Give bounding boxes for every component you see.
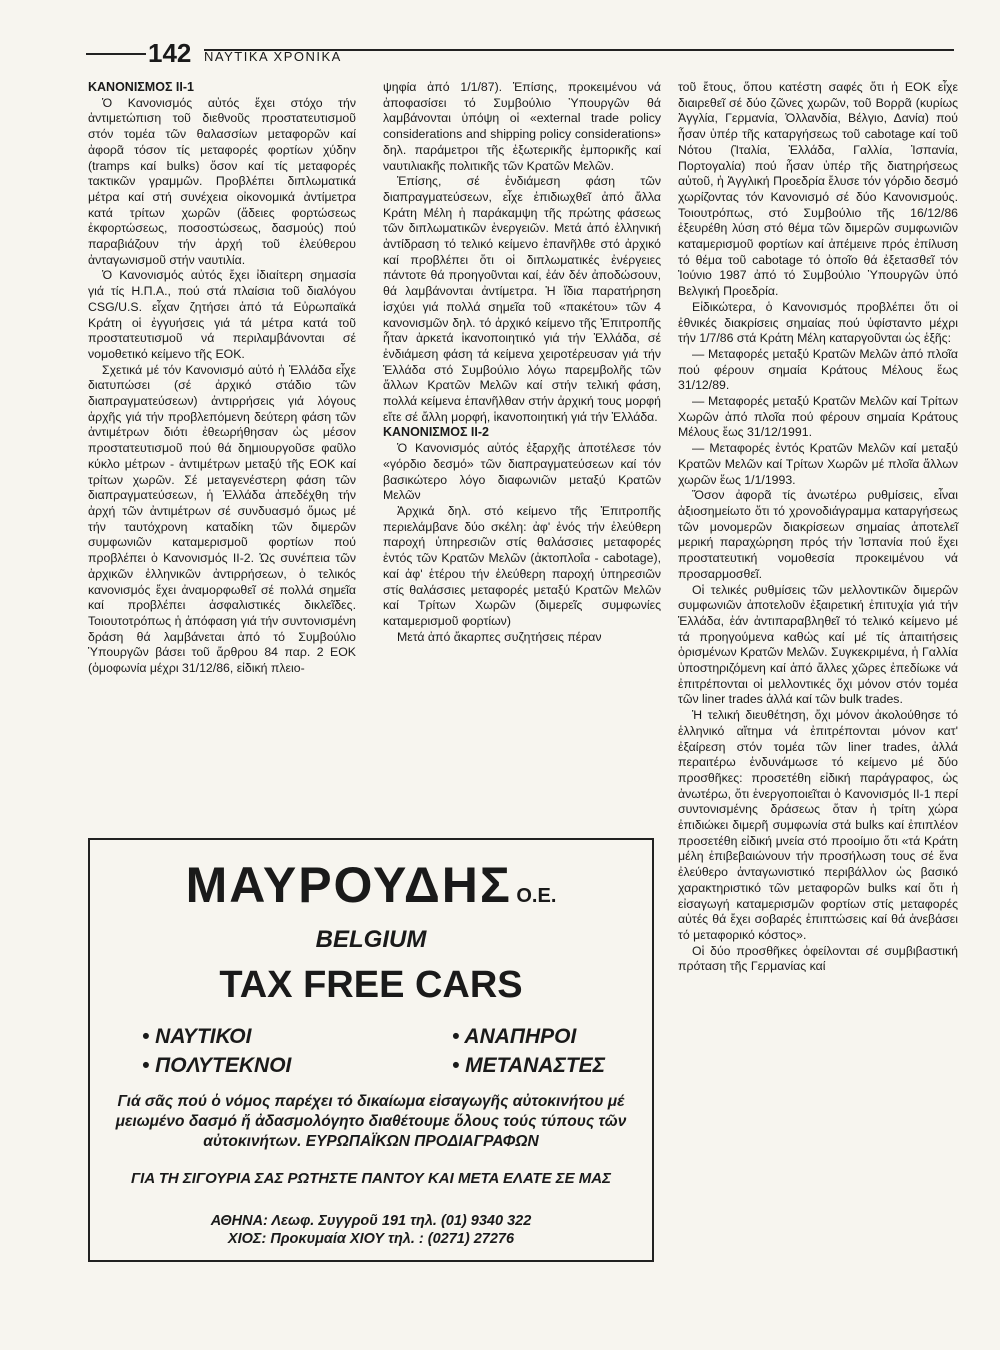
ad-audience-item: • ΠΟΛΥΤΕΚΝΟΙ xyxy=(142,1054,292,1077)
ad-audience-item: • ΜΕΤΑΝΑΣΤΕΣ xyxy=(452,1054,606,1077)
ad-audience-item: • ΑΝΑΠΗΡΟΙ xyxy=(452,1025,577,1048)
article-column-3 xyxy=(678,80,958,975)
ad-call-to-action: ΓΙΑ ΤΗ ΣΙΓΟΥΡΙΑ ΣΑΣ ΡΩΤΗΣΤΕ ΠΑΝΤΟΥ ΚΑΙ ΜΕΤΑ ΕΛΑΤΕ ΣΕ ΜΑΣ xyxy=(131,1170,611,1187)
page-number: 142 xyxy=(148,38,192,68)
page-header xyxy=(86,38,954,68)
paragraph: Εἰδικώτερα, ὁ Κανονισμός προβλέπει ὅτι οἱ ἐθνικές διακρίσεις σημαίας πού ὑφίσταντο μέχρι τήν 1/7/86 στά Κράτη Μέλη καταργοῦνται ὡς ἑξῆς: xyxy=(678,299,958,346)
paragraph: Ἐπίσης, σέ ἐνδιάμεση φάση τῶν διαπραγματεύσεων, εἶχε ἐπιδιωχθεῖ ἀπό ἄλλα Κράτη Μέλη ἡ παράκαμψη τῆς πρώτης φάσεως τῶν διπλωματικῶν ἐνεργειῶν. Μετά ἀπό ἑλληνική ἀντίδραση τό τελικό κείμενο ἐπανῆλθε στό ἀρχικό καί προβλέπει ὅτι οἱ διπλωματικές ἐνέργειες πάντοτε θά προηγοῦνται καί, ἐάν δέν ἀποδώσουν, θά λαμβάνονται ἀντίμετρα. Ἡ ἴδια παρατήρηση ἰσχύει γιά πολλά σημεῖα τοῦ «πακέτου» τῶν 4 κανονισμῶν δηλ. τό ἀρχικό κείμενο τῆς Ἐπιτροπῆς ἦταν ἀρκετά ἱκανοποιητικό γιά τήν Ἑλλάδα, σέ ἐνδιάμεση φάση τά κείμενα χειροτέρευσαν γιά τήν Ἑλλάδα στό Συμβούλιο λόγω παρεμβολῆς τῶν ἄλλων Κρατῶν Μελῶν καί στήν τελική φάση, πολλά κείμενα ἐπανῆλθαν στήν ἀρχική τους μορφή εἴτε σέ ἄλλη μορφή, ἱκανοποιητική γιά τήν Ἑλλάδα. xyxy=(383,174,661,424)
ad-audience-right xyxy=(452,1022,605,1080)
paragraph: Ἡ τελική διευθέτηση, ὄχι μόνον ἀκολούθησε τό ἑλληνικό αἴτημα νά ἐπιτρέπονται μόνον κατ' ἐξαίρεση στόν τομέα τῶν liner trades, ἀλλά περαιτέρω ἐνδυνάμωσε τό κείμενο μέ δύο προσθῆκες: προσετέθη εἰδική παράγραφος, ὡς ἀνωτέρω, ὅτι ἐνεργοποιεῖται ὁ Κανονισμός II-1 περί συντονισμένης δράσεως ὅταν ἡ τρίτη χώρα ἐπιδιώκει διμερῆ συμφωνία στά bulks καί ἐπιπλέον προσετέθη εἰδική μνεία στό προοίμιο ὅτι «τά Κράτη μέλη ἐπιβεβαιώνουν τήν προσήλωση τους σέ ἕνα ἐλεύθερο ἀνταγωνιστικό περιβάλλον ὡς βασικό χαρακτηριστικό τῶν μεταφορῶν bulks καί ὅτι ἡ εἰσαγωγή καταμερισμῶν φορτίων στίς μεταφορές αὐτές θά ἔχει σοβαρές ἐπιπτώσεις καί θά ἀνεβάσει τό μεταφορικό κόστος». xyxy=(678,708,958,942)
ad-brand xyxy=(90,856,652,914)
paragraph: Μετά ἀπό ἄκαρπες συζητήσεις πέραν xyxy=(397,629,602,644)
paragraph: ψηφία ἀπό 1/1/87). Ἐπίσης, προκειμένου νά ἀποφασίσει τό Συμβούλιο Ὑπουργῶν θά λαμβάνονται ὑπόψη οἱ «external trade policy considerations and shipping policy considerations» δηλ. παράμετροι τῆς ἐξωτερικῆς ἐμπορικῆς καί ναυτιλιακῆς πολιτικῆς τῶν Κρατῶν Μελῶν. xyxy=(383,80,661,173)
ad-audience-left xyxy=(142,1022,291,1080)
section-heading: ΚΑΝΟΝΙΣΜΟΣ II-1 xyxy=(88,80,194,94)
paragraph: Ἀρχικά δηλ. στό κείμενο τῆς Ἐπιτροπῆς περιελάμβανε δύο σκέλη: ἀφ' ἑνός τήν ἐλεύθερη παροχή ὑπηρεσιῶν στίς θαλάσσιες μεταφορές ἐντός τῶν Κρατῶν Μελῶν (ἀκτοπλοΐα - cabotage), καί ἀφ' ἑτέρου τήν ἐλεύθερη παροχή ὑπηρεσιῶν στίς θαλάσσιες μεταφορές μεταξύ Κρατῶν Μελῶν καί Τρίτων Χωρῶν (διμερεῖς συμφωνίες καταμερισμοῦ φορτίων) xyxy=(383,503,661,628)
paragraph: τοῦ ἔτους, ὅπου κατέστη σαφές ὅτι ἡ ΕΟΚ εἶχε διαιρεθεῖ σέ δύο ζῶνες χωρῶν, τοῦ Βορρᾶ (κυρίως Ἀγγλία, Γερμανία, Ὀλλανδία, Βέλγιο, Δανία) πού ἦσαν ὑπέρ τῆς καταργήσεως τοῦ cabotage καί τοῦ Νότου (Ἰταλία, Ἑλλάδα, Γαλλία, Ἰσπανία, Πορτογαλία) πού ἦσαν ὑπέρ τῆς διατηρήσεως αὐτοῦ, ἡ Ἀγγλική Προεδρία ἔλυσε τόν γόρδιο δεσμό χωρίζοντας τόν Κανονισμό σέ δύο Κανονισμούς. Τοιουτρόπως, στό Συμβούλιο τῆς 16/12/86 ἐξευρέθη λύση στό θέμα τῶν διμερῶν συμφωνιῶν καταμερισμοῦ φορτίων καί ἀπέμεινε πρός ἐπίλυση τό θέμα τοῦ cabotage τό ὁποῖο θά ἐξετασθεῖ τόν Ἰούνιο 1987 ἀπό τό Συμβούλιο Ὑπουργῶν ὑπό Βελγική Προεδρία. xyxy=(678,80,958,299)
paragraph: Σχετικά μέ τόν Κανονισμό αὐτό ἡ Ἑλλάδα εἶχε διατυπώσει (σέ ἀρχικό στάδιο τῶν διαπραγματεύσεων) ἀντιρρήσεις γιά λόγους ἀρχῆς γιά τήν προβλεπόμενη δεύτερη φάση τῶν ἀντιμέτρων διότι ἐθεωρήθησαν ὡς μέσον προστατευτισμοῦ πού θά δημιουργοῦσε φαῦλο κύκλο μέτρων - ἀντιμέτρων μεταξύ τῆς ΕΟΚ καί τρίτων χωρῶν. Σέ μεταγενέστερη φάση τῶν διαπραγματεύσεων, ἡ Ἑλλάδα ἀπεδέχθη τήν ἀρχή τῶν ἀντιμέτρων σέ συνδυασμό ὅμως μέ τήν ταυτόχρονη καταδίκη τῶν διμερῶν συμφωνιῶν καταμερισμοῦ φορτίων πού προβλέπει ὁ Κανονισμός II-2. Ὡς συνέπεια τῶν ἀρχικῶν ἑλληνικῶν ἀντιρρήσεων, ὁ τελικός κανονισμός ἔχει ἀναμορφωθεῖ σέ πολλά σημεῖα καί προβλέπει ἀσφαλιστικές δικλεῖδες. Τοιουτοτρόπως ἡ ἀπόφαση γιά τήν συντονισμένη δράση θά λαμβάνεται ἀπό τό Συμβούλιο Ὑπουργῶν βάσει τοῦ ἄρθρου 84 παρ. 2 ΕΟΚ (ὁμοφωνία μέχρι 31/12/86, εἰδική πλειο- xyxy=(88,362,356,676)
ad-brand-suffix: Ο.Ε. xyxy=(516,885,557,907)
list-item: — Μεταφορές μεταξύ Κρατῶν Μελῶν καί Τρίτων Χωρῶν ἀπό πλοῖα πού φέρουν σημαία Κράτους Μέλους ἕως 31/12/1991. xyxy=(678,394,958,440)
ad-brand-name: ΜΑΥΡΟΥΔΗΣ xyxy=(185,857,512,913)
ad-address-athens: ΑΘΗΝΑ: Λεωφ. Συγγροῦ 191 τηλ. (01) 9340 322 xyxy=(210,1213,532,1229)
paragraph: Οἱ δύο προσθῆκες ὀφείλονται σέ συμβιβαστική πρόταση τῆς Γερμανίας καί xyxy=(678,943,958,974)
article-column-2 xyxy=(383,80,661,645)
paragraph: Ὁ Κανονισμός αὐτός ἔχει ἰδιαίτερη σημασία γιά τίς Η.Π.Α., πού στά πλαίσια τοῦ διαλόγου CSG/U.S. εἶχαν ζητήσει ἀπό τά Εὐρωπαϊκά Κράτη οἱ ἐγγυήσεις γιά τά μέτρα κατά τοῦ προστατευτισμοῦ νά περιλαμβάνονται σέ νομοθετικό κείμενο τῆς ΕΟΚ. xyxy=(88,268,356,361)
paragraph: Ὅσον ἀφορᾶ τίς ἀνωτέρω ρυθμίσεις, εἶναι ἀξιοσημείωτο ὅτι τό χρονοδιάγραμμα καταργήσεως τῶν μονομερῶν διακρίσεων σημαίας ἀποτελεῖ μερική παραχώρηση πρός τήν Ἰσπανία πού ἔχει προστατευτική νομοθεσία προκειμένου νά προσαρμοσθεῖ. xyxy=(678,488,958,581)
ad-addresses xyxy=(90,1212,652,1248)
paragraph: Οἱ τελικές ρυθμίσεις τῶν μελλοντικῶν διμερῶν συμφωνιῶν ἀποτελοῦν ἐξαιρετική ἐπιτυχία γιά τήν Ἑλλάδα, ἐάν ἀντιπαραβληθεῖ τό τελικό κείμενο μέ τά προηγούμενα καθώς καί μέ τίς ἀπαιτήσεις ὁρισμένων Κρατῶν Μελῶν. Συγκεκριμένα, ἡ Γαλλία ὑποστηριζόμενη καί ἀπό ἄλλες χῶρες ἐπεδίωκε νά ἐπιτρέπονται οἱ μελλοντικές ὄχι μόνον στόν τομέα τῶν liner trades ἀλλά καί τῶν bulk trades. xyxy=(678,582,958,707)
header-rule-left xyxy=(86,53,146,55)
magazine-title: ΝΑΥΤΙΚΑ ΧΡΟΝΙΚΑ xyxy=(204,49,342,64)
ad-tagline: TAX FREE CARS xyxy=(219,964,523,1006)
paragraph: Ὁ Κανονισμός αὐτός ἔχει στόχο τήν ἀντιμετώπιση τοῦ διεθνοῦς προστατευτισμοῦ στόν τομέα τῶν θαλασσίων μεταφορῶν καί ἀφορᾶ τόσον τίς μεταφορές φορτίων χύδην (tramps καί bulks) ὅσον καί τίς μεταφορές τακτικῶν γραμμῶν. Προβλέπει διπλωματικά μέτρα καί στή συνέχεια οἰκονομικά ἀντίμετρα κατά τρίτων χωρῶν (ἄδειες φορτώσεως ἐκφορτώσεως, ποσοστώσεως, δασμούς) πού παραβιάζουν τήν ἀρχή τοῦ ἐλεύθερου ἀνταγωνισμοῦ στήν ναυτιλία. xyxy=(88,95,356,267)
list-item: — Μεταφορές μεταξύ Κρατῶν Μελῶν ἀπό πλοῖα πού φέρουν σημαία Κράτους Μέλους ἕως 31/12/89. xyxy=(678,346,958,393)
ad-body-text: Γιά σᾶς πού ὁ νόμος παρέχει τό δικαίωμα εἰσαγωγῆς αὐτοκινήτου μέ μειωμένο δασμό ἤ ἀδασμολόγητο διαθέτουμε ὅλους τούς τύπους τῶν αὐτοκινήτων. ΕΥΡΩΠΑΪΚΩΝ ΠΡΟΔΙΑΓΡΑΦΩΝ xyxy=(115,1093,627,1150)
list-item: — Μεταφορές ἐντός Κρατῶν Μελῶν καί μεταξύ Κρατῶν Μελῶν καί Τρίτων Χωρῶν μέ πλοῖα ἄλλων χωρῶν ἕως 1/1/1993. xyxy=(678,441,958,487)
section-heading: ΚΑΝΟΝΙΣΜΟΣ II-2 xyxy=(383,425,489,440)
ad-location: BELGIUM xyxy=(315,926,427,953)
advertisement-box xyxy=(88,838,654,1262)
article-column-1 xyxy=(88,80,356,677)
ad-address-chios: ΧΙΟΣ: Προκυμαία ΧΙΟΥ τηλ. : (0271) 27276 xyxy=(227,1231,515,1247)
ad-audience-item: • ΝΑΥΤΙΚΟΙ xyxy=(142,1025,252,1048)
paragraph: Ὁ Κανονισμός αὐτός ἐξαρχῆς ἀποτέλεσε τόν «γόρδιο δεσμό» τῶν διαπραγματεύσεων καί τόν βασικώτερο λόγο διαφωνιῶν μεταξύ Κρατῶν Μελῶν xyxy=(383,441,661,503)
